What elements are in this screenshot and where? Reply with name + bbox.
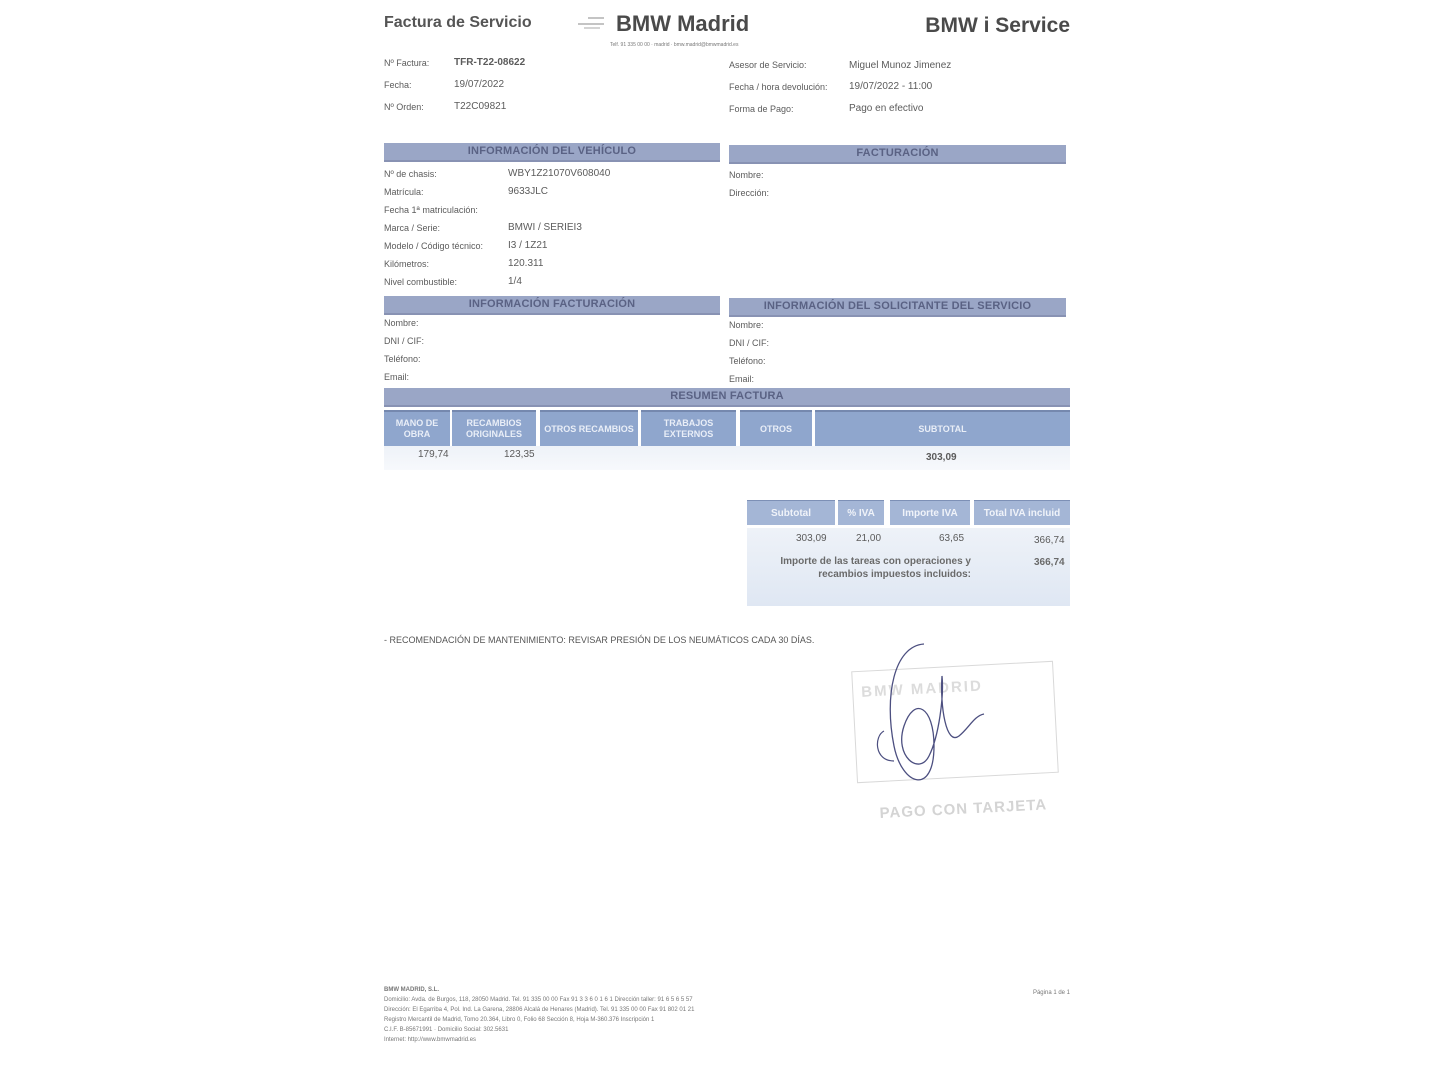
tax-vat-amount-value: 63,65 <box>939 533 965 544</box>
tax-total-value: 366,74 <box>1034 535 1065 546</box>
requester-email-label: Email: <box>729 374 755 384</box>
brand-series-value: BMWI / SERIEI3 <box>508 222 582 233</box>
tax-col-vat-amount: Importe IVA <box>890 500 970 525</box>
billing-header: FACTURACIÓN <box>729 145 1066 164</box>
mileage-value: 120.311 <box>508 258 544 269</box>
invoice-email-label: Email: <box>384 372 410 382</box>
col-external-work: TRABAJOS EXTERNOS <box>641 410 736 446</box>
requester-dni-label: DNI / CIF: <box>729 338 769 348</box>
model-code-label: Modelo / Código técnico: <box>384 241 484 251</box>
mileage-label: Kilómetros: <box>384 259 430 269</box>
page-number: Página 1 de 1 <box>1032 990 1070 996</box>
col-original-parts: RECAMBIOS ORIGINALES <box>452 410 536 446</box>
advisor-label: Asesor de Servicio: <box>729 60 807 70</box>
tax-col-subtotal: Subtotal <box>747 500 835 525</box>
model-code-value: I3 / 1Z21 <box>508 240 548 251</box>
fuel-level-label: Nivel combustible: <box>384 277 458 287</box>
total-value: 366,74 <box>1034 557 1065 568</box>
invoice-date-label: Fecha: <box>384 80 412 90</box>
vehicle-info-header: INFORMACIÓN DEL VEHÍCULO <box>384 143 720 162</box>
invoice-page <box>384 0 1070 1080</box>
footer-line-3: Registro Mercantil de Madrid, Tomo 20.364, Libro 0, Folio 68 Sección 8, Hoja M-360.376 Inscripción 1 <box>384 1017 655 1023</box>
invoice-number-label: Nº Factura: <box>384 58 430 68</box>
tax-col-vat-rate: % IVA <box>838 500 884 525</box>
stamp-bottom-text: PAGO CON TARJETA <box>879 796 1048 823</box>
fuel-level-value: 1/4 <box>508 276 522 287</box>
footer-company: BMW MADRID, S.L. <box>384 987 439 993</box>
invoice-number-value: TFR-T22-08622 <box>454 57 526 68</box>
col-other-parts: OTROS RECAMBIOS <box>540 410 638 446</box>
chassis-label: Nº de chasis: <box>384 169 437 179</box>
payment-method-label: Forma de Pago: <box>729 104 794 114</box>
dealer-name: BMW Madrid <box>616 11 750 36</box>
requester-info-header: INFORMACIÓN DEL SOLICITANTE DEL SERVICIO <box>729 298 1066 317</box>
chassis-value: WBY1Z21070V608040 <box>508 168 611 179</box>
dealer-contact: Telf. 91 335 00 00 · madrid · bmw.madrid@bmwmadrid.es <box>610 42 739 48</box>
col-subtotal: SUBTOTAL <box>815 410 1070 446</box>
document-title: Factura de Servicio <box>384 14 532 31</box>
invoice-summary-header: RESUMEN FACTURA <box>384 388 1070 407</box>
col-labor: MANO DE OBRA <box>384 410 450 446</box>
invoice-date-value: 19/07/2022 <box>454 79 505 90</box>
tax-vat-rate-value: 21,00 <box>856 533 882 544</box>
first-registration-label: Fecha 1ª matriculación: <box>384 205 478 215</box>
footer-line-2: Dirección: El Egarriba 4, Pol. Ind. La Garena, 28806 Alcalá de Henares (Madrid). Tel. 91 335 00 00 Fax 91 802 01 21 <box>384 1007 695 1013</box>
invoice-name-label: Nombre: <box>384 318 419 328</box>
tax-col-total: Total IVA incluid <box>974 500 1070 525</box>
billing-address-label: Dirección: <box>729 188 770 198</box>
summary-row <box>384 446 1070 470</box>
order-number-label: Nº Orden: <box>384 102 424 112</box>
advisor-value: Miguel Munoz Jimenez <box>849 60 952 71</box>
footer-line-5: Internet: http://www.bmwmadrid.es <box>384 1037 477 1043</box>
col-others: OTROS <box>740 410 812 446</box>
original-parts-value: 123,35 <box>504 449 535 460</box>
footer-line-4: C.I.F. B-85671991 · Domicilio Social: 302.5631 <box>384 1027 509 1033</box>
footer-line-1: Domicilio: Avda. de Burgos, 118, 28050 Madrid. Tel. 91 335 00 00 Fax 91 3 3 6 0 1 6 1 Dirección taller: 91 6 5 6 5 57 <box>384 997 693 1003</box>
labor-value: 179,74 <box>418 449 449 460</box>
invoice-dni-label: DNI / CIF: <box>384 336 424 346</box>
subtotal-value: 303,09 <box>926 452 957 463</box>
tax-subtotal-value: 303,09 <box>796 533 827 544</box>
dealer-logo-mark <box>576 16 606 30</box>
return-date-label: Fecha / hora devolución: <box>729 82 828 92</box>
plate-label: Matrícula: <box>384 187 424 197</box>
maintenance-recommendation: - RECOMENDACIÓN DE MANTENIMIENTO: REVISAR PRESIÓN DE LOS NEUMÁTICOS CADA 30 DÍAS. <box>384 635 815 645</box>
brand-series-label: Marca / Serie: <box>384 223 441 233</box>
stamp-top-text: BMW MADRID <box>860 677 984 701</box>
order-number-value: T22C09821 <box>454 101 507 112</box>
invoice-phone-label: Teléfono: <box>384 354 421 364</box>
billing-name-label: Nombre: <box>729 170 764 180</box>
plate-value: 9633JLC <box>508 186 549 197</box>
brand-service-title: BMW i Service <box>925 14 1070 37</box>
requester-name-label: Nombre: <box>729 320 764 330</box>
return-date-value: 19/07/2022 - 11:00 <box>849 81 933 92</box>
signature <box>864 636 994 816</box>
invoice-info-header: INFORMACIÓN FACTURACIÓN <box>384 296 720 315</box>
requester-phone-label: Teléfono: <box>729 356 766 366</box>
total-label: Importe de las tareas con operaciones y recambios impuestos incluidos: <box>780 556 971 580</box>
payment-method-value: Pago en efectivo <box>849 103 924 114</box>
